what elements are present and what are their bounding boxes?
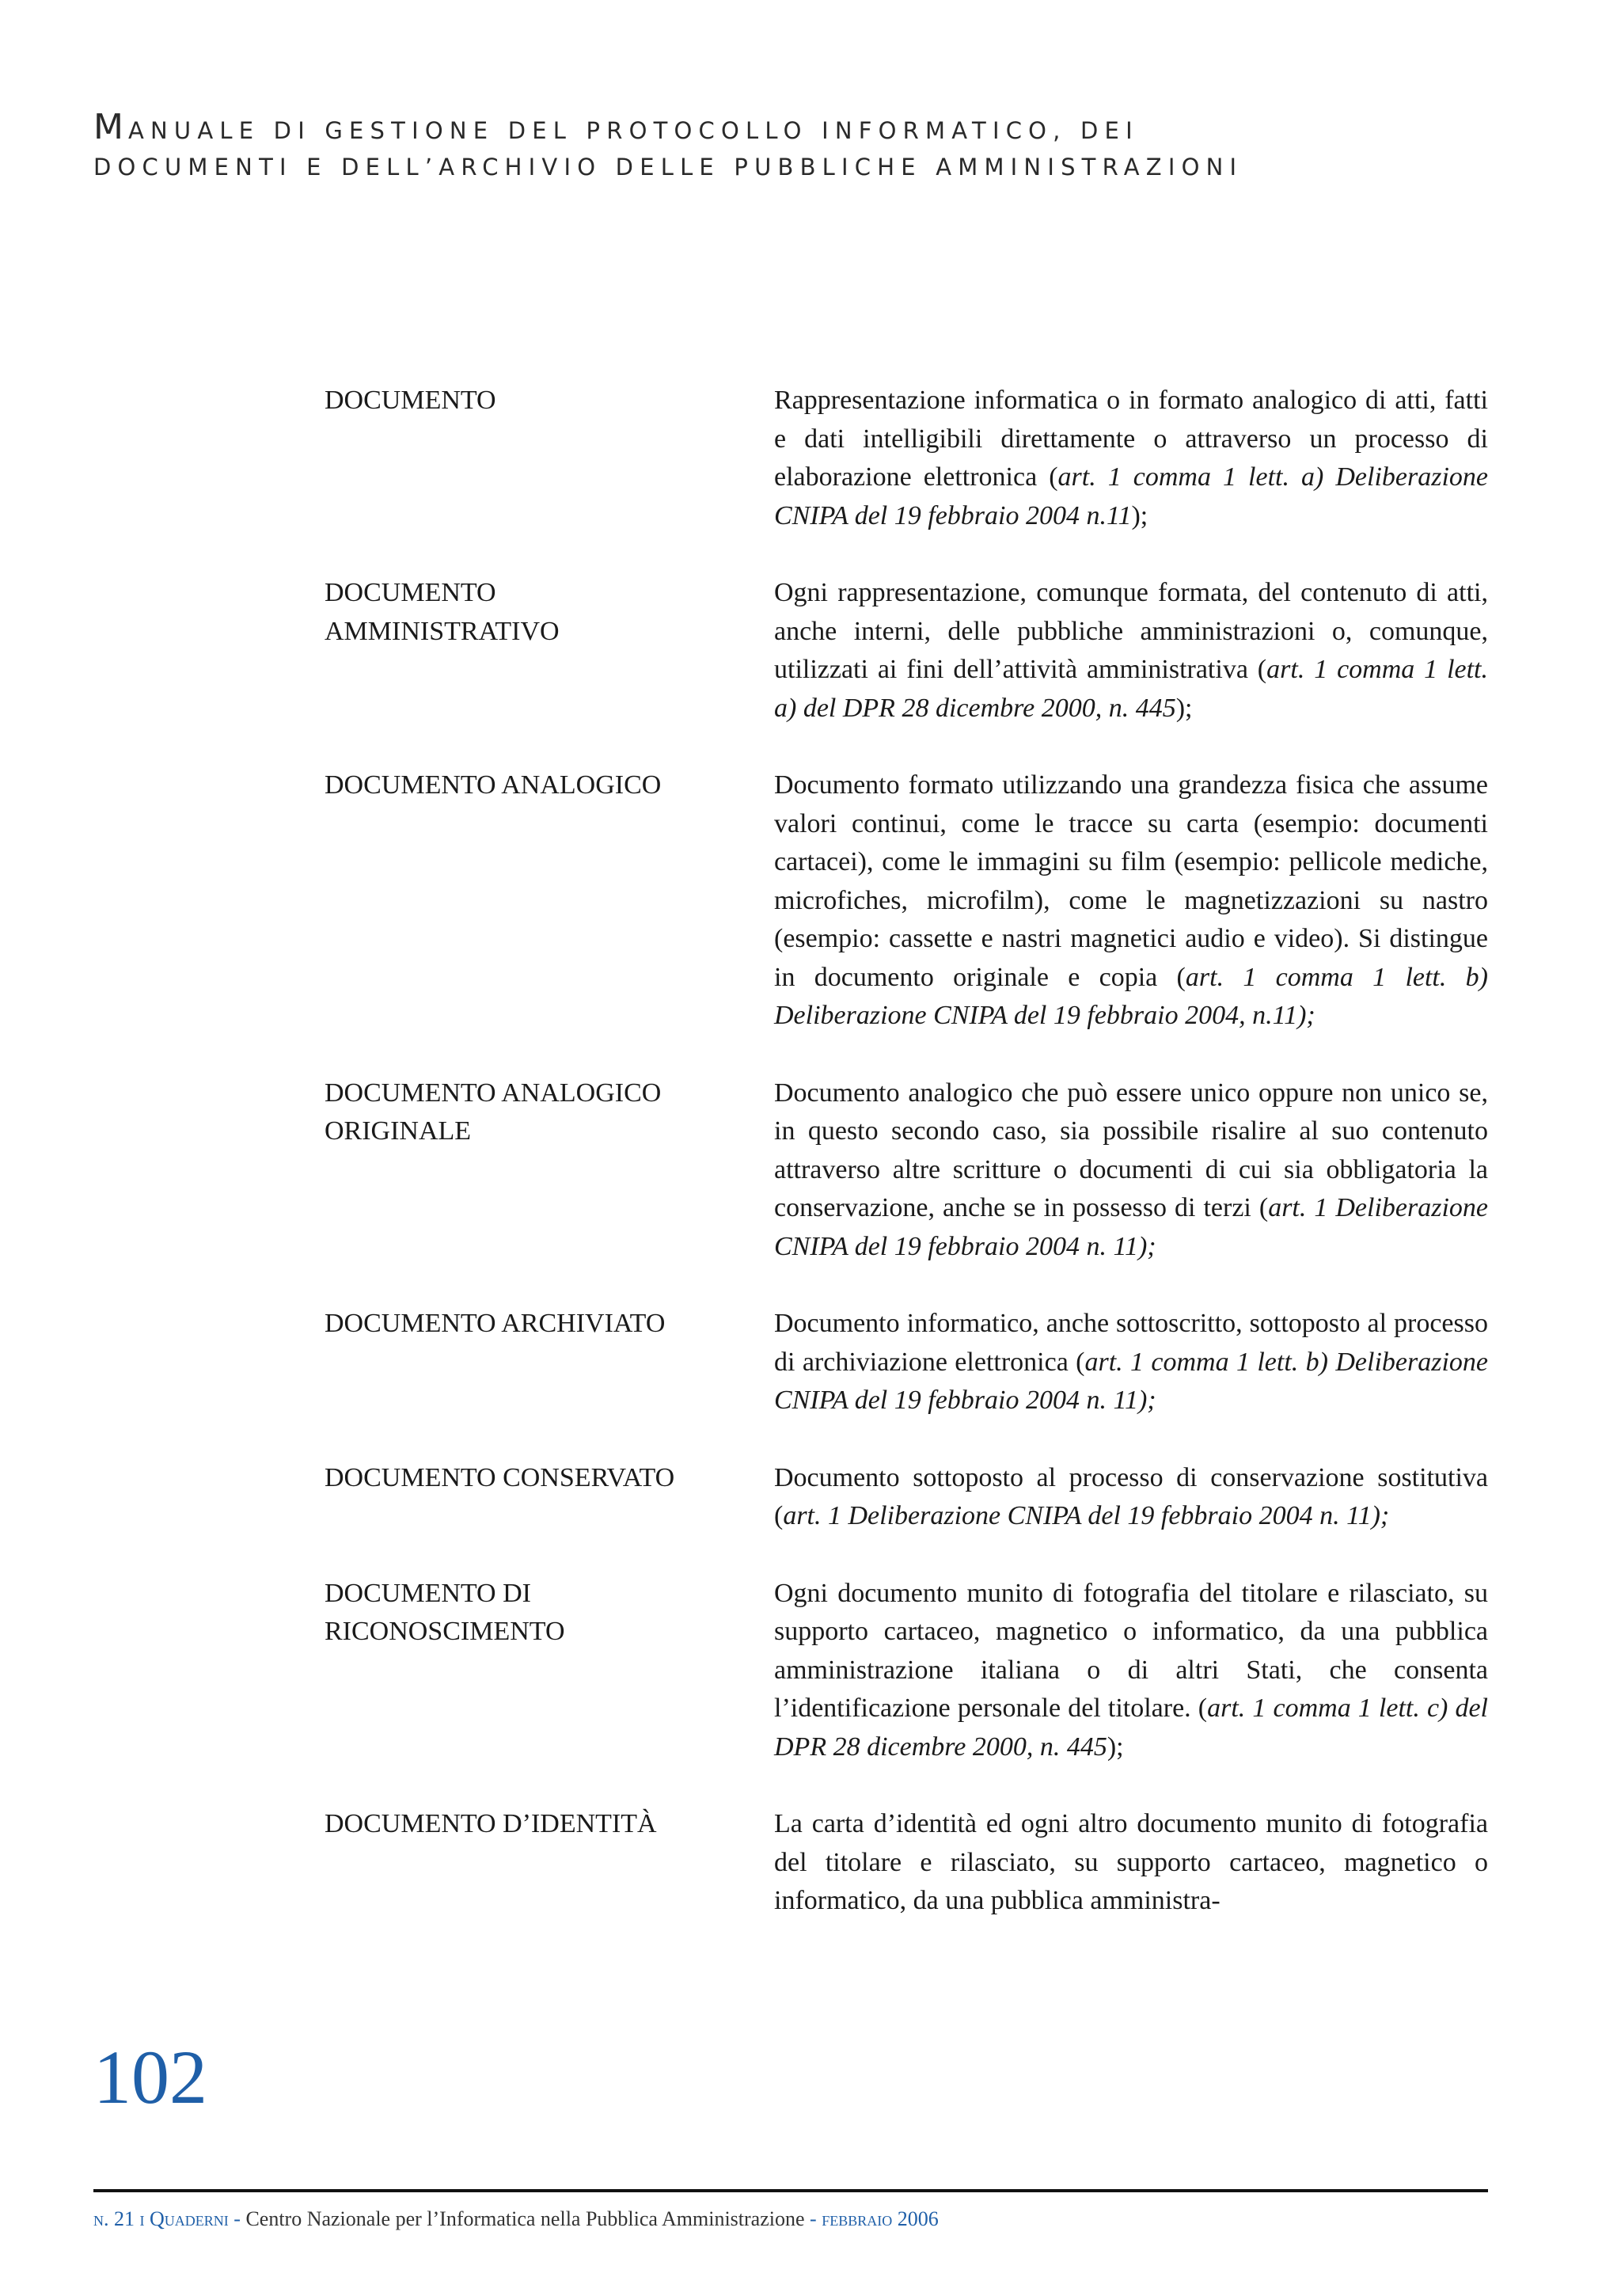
footer — [93, 2207, 1488, 2231]
header-initial: M — [93, 107, 128, 147]
running-header — [93, 109, 1518, 185]
running-header-line-1 — [93, 109, 1518, 149]
definition-text: Documento formato utilizzando una grandezza fisica che assume valori continui, come le tracce su carta (esempio: documenti cartacei), come le immagini su film (esempio: pellicole mediche, microfiches, microfilm), come le magnetizzazioni su nastro (esempio: cassette e nastri magnetici audio e video). Si distingue in documento originale e copia ( — [774, 770, 1488, 992]
glossary-definition — [774, 766, 1488, 1036]
glossary-entry — [325, 1459, 1488, 1536]
glossary-term: DOCUMENTO ANALOGICO — [325, 770, 662, 800]
definition-text: La carta d’identità ed ogni altro documento munito di fotografia del titolare e rilasciato, su supporto cartaceo, magnetico o informatico, da una pubblica amministra- — [774, 1809, 1488, 1915]
definition-text: ); — [1107, 1732, 1124, 1762]
glossary-definition — [774, 382, 1488, 535]
header-line-1-text: ANUALE DI GESTIONE DEL PROTOCOLLO INFORMATICO, DEI — [127, 117, 1139, 144]
glossary — [325, 382, 1488, 1960]
definition-text: Rappresentazione informatica o in formato analogico di atti, fatti e dati intelligibili direttamente o attraverso un processo di elaborazione elettronica ( — [774, 386, 1488, 492]
glossary-entry — [325, 1305, 1488, 1420]
footer-rule — [93, 2189, 1488, 2192]
legal-reference: art. 1 comma 1 lett. b) Deliberazione CNIPA del 19 febbraio 2004, n.11); — [774, 962, 1488, 1030]
footer-separator-1: - — [228, 2207, 246, 2230]
glossary-term: DOCUMENTO AMMINISTRATIVO — [325, 578, 560, 646]
definition-text: ); — [1131, 500, 1148, 530]
definition-text: Documento sottoposto al processo di conservazione sostitutiva ( — [774, 1462, 1488, 1530]
glossary-definition — [774, 1575, 1488, 1767]
glossary-term: DOCUMENTO ARCHIVIATO — [325, 1309, 666, 1338]
running-header-line-2: DOCUMENTI E DELL’ARCHIVIO DELLE PUBBLICHE AMMINISTRAZIONI — [93, 154, 1243, 181]
legal-reference: art. 1 comma 1 lett. c) del DPR 28 dicembre 2000, n. 445 — [774, 1693, 1488, 1762]
glossary-term: DOCUMENTO ANALOGICO ORIGINALE — [325, 1078, 662, 1146]
glossary-term: DOCUMENTO DI RICONOSCIMENTO — [325, 1578, 565, 1646]
glossary-entry — [325, 574, 1488, 728]
glossary-definition — [774, 1305, 1488, 1420]
glossary-definition — [774, 1074, 1488, 1267]
legal-reference: art. 1 Deliberazione CNIPA del 19 febbraio 2004 n. 11); — [783, 1501, 1390, 1530]
footer-separator-2: - — [804, 2207, 822, 2230]
glossary-term: DOCUMENTO D’IDENTITÀ — [325, 1809, 657, 1838]
glossary-definition — [774, 1805, 1488, 1921]
glossary-entry — [325, 1575, 1488, 1767]
legal-reference: art. 1 Deliberazione CNIPA del 19 febbraio 2004 n. 11); — [774, 1193, 1488, 1261]
footer-date: febbraio 2006 — [822, 2207, 939, 2230]
definition-text: Ogni documento munito di fotografia del titolare e rilasciato, su supporto cartaceo, magnetico o informatico, da una pubblica amministrazione italiana o di altri Stati, che consenta l’identificazione personale del titolare. ( — [774, 1578, 1488, 1723]
glossary-term: DOCUMENTO — [325, 386, 496, 415]
glossary-definition — [774, 1459, 1488, 1536]
definition-text: Ogni rappresentazione, comunque formata, del contenuto di atti, anche interni, delle pubbliche amministrazioni o, comunque, utilizzati ai fini dell’attività amministrativa ( — [774, 578, 1488, 684]
footer-publisher: Centro Nazionale per l’Informatica nella Pubblica Amministrazione — [245, 2207, 805, 2230]
glossary-term: DOCUMENTO CONSERVATO — [325, 1462, 675, 1492]
legal-reference: art. 1 comma 1 lett. a) Deliberazione CNIPA del 19 febbraio 2004 n.11 — [774, 462, 1488, 530]
glossary-entry — [325, 1805, 1488, 1921]
glossary-entry — [325, 766, 1488, 1036]
legal-reference: art. 1 comma 1 lett. b) Deliberazione CNIPA del 19 febbraio 2004 n. 11); — [774, 1347, 1488, 1415]
page-number: 102 — [93, 2035, 207, 2119]
definition-text: Documento informatico, anche sottoscritto, sottoposto al processo di archiviazione elettronica ( — [774, 1309, 1488, 1377]
glossary-definition — [774, 574, 1488, 728]
glossary-entry — [325, 1074, 1488, 1267]
glossary-entry — [325, 382, 1488, 535]
definition-text: ); — [1175, 693, 1193, 723]
definition-text: Documento analogico che può essere unico oppure non unico se, in questo secondo caso, sia possibile risalire al suo contenuto attraverso altre scritture o documenti di cui sia obbligatoria la conservazione, anche se in possesso di terzi ( — [774, 1078, 1488, 1222]
footer-issue: n. 21 i Quaderni — [93, 2207, 229, 2230]
legal-reference: art. 1 comma 1 lett. a) del DPR 28 dicembre 2000, n. 445 — [774, 655, 1488, 723]
